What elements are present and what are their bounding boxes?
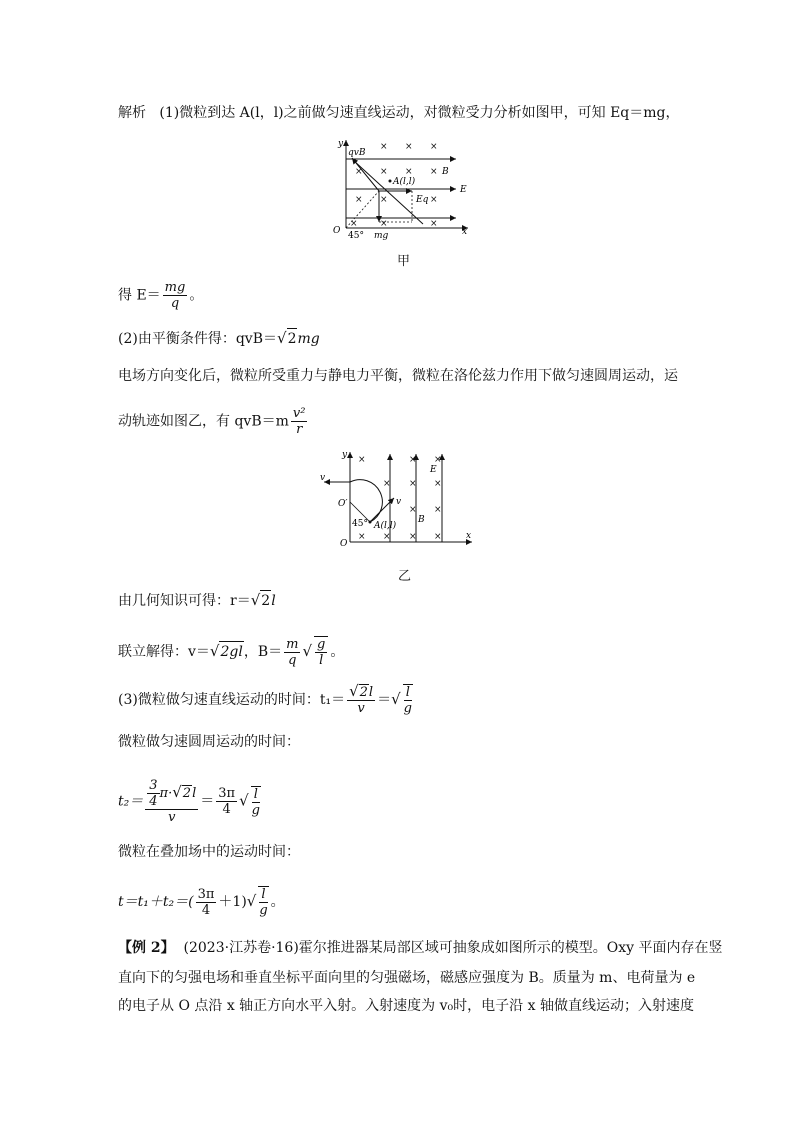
solution-line-1: [118, 103, 680, 123]
figure-yi-caption: 乙: [398, 569, 412, 584]
frac-numerator: mg: [164, 280, 186, 295]
svg-text:×: ×: [405, 167, 413, 177]
sqrt-fraction-l-g: [251, 786, 261, 818]
linear-time-text: (3)微粒做匀速直线运动的时间：t₁＝: [118, 692, 346, 708]
fig2-v-right-label: v: [396, 497, 402, 507]
frac-denominator: q: [288, 652, 297, 668]
fig1-origin-label: O: [333, 226, 341, 236]
fig2-v-left-label: v: [320, 473, 326, 483]
example-2-line-2: [118, 968, 695, 988]
fig1-mg-label: mg: [374, 231, 389, 241]
fraction-mg-q: [163, 280, 188, 311]
frac-numerator: l: [259, 887, 267, 903]
sqrt-fraction-l-g: [403, 684, 413, 716]
sqrt-arg: 2: [260, 590, 271, 611]
svg-text:×: ×: [355, 195, 363, 205]
sqrt-fraction-g-l: [314, 636, 328, 668]
fig1-qvb-label: qvB: [348, 148, 366, 158]
svg-text:×: ×: [383, 479, 391, 489]
e-eq-prefix: 得 E＝: [118, 287, 161, 304]
fraction-3pi-4: [216, 786, 237, 817]
svg-text:×: ×: [434, 455, 442, 465]
fig2-angle-label: 45°: [352, 519, 368, 529]
svg-text:×: ×: [409, 479, 417, 489]
frac-denominator: r: [296, 422, 303, 437]
svg-text:×: ×: [430, 195, 438, 205]
svg-text:×: ×: [358, 532, 366, 542]
figure-yi: [318, 448, 478, 550]
fig1-b-label: B: [442, 167, 449, 177]
fig2-y-label: y: [342, 450, 348, 460]
sqrt-arg: 2: [287, 328, 298, 349]
balance-text: (2)由平衡条件得：qvB＝: [118, 331, 277, 347]
example-text-2: 直向下的匀强电场和垂直坐标平面向里的匀强磁场，磁感应强度为 B。质量为 m、电荷量为 e: [118, 970, 696, 986]
svg-text:×: ×: [409, 532, 417, 542]
frac-denominator: 4: [201, 902, 211, 918]
inner-num: 3: [149, 778, 158, 793]
svg-text:×: ×: [409, 455, 417, 465]
frac-denominator: v: [168, 810, 176, 825]
circular-time-heading: 微粒做匀速圆周运动的时间：: [118, 734, 300, 750]
sqrt-sign: √: [302, 642, 313, 660]
frac-denominator: v: [357, 701, 365, 716]
suffix: l: [271, 593, 276, 609]
sqrt-arg: 2: [182, 786, 192, 801]
fig1-a-label: A(l,l): [393, 177, 416, 187]
sqrt-arg: 2gl: [219, 641, 243, 662]
mid-text: ，B＝: [243, 644, 283, 660]
num-suffix: l: [192, 786, 197, 801]
svg-text:×: ×: [434, 479, 442, 489]
frac-denominator: g: [259, 903, 268, 918]
frac-numerator: 3π: [197, 886, 215, 902]
solve-text: 联立解得：v＝: [118, 644, 210, 660]
solution-line-8: [118, 684, 415, 716]
svg-text:×: ×: [380, 195, 388, 205]
sqrt-sign: √: [277, 329, 287, 347]
fig1-x-label: x: [462, 227, 468, 237]
solution-line-4: [118, 366, 678, 386]
t-lhs: t＝t₁＋t₂＝(: [118, 894, 194, 910]
svg-text:×: ×: [380, 167, 388, 177]
trajectory-text: 动轨迹如图乙，有 qvB＝m: [118, 413, 289, 430]
svg-text:×: ×: [380, 219, 388, 229]
svg-text:×: ×: [430, 142, 438, 152]
fraction-m-q: [284, 637, 300, 668]
svg-text:×: ×: [434, 532, 442, 542]
svg-text:×: ×: [350, 219, 358, 229]
total-time-heading: 微粒在叠加场中的运动时间：: [118, 844, 300, 860]
suffix: mg: [297, 331, 320, 347]
plus-one: ＋1): [218, 894, 247, 910]
solution-line-11: [118, 842, 300, 862]
field-change-text: 电场方向变化后，微粒所受重力与静电力平衡，微粒在洛伦兹力作用下做匀速圆周运动，运: [118, 368, 678, 384]
solution-line-2: [118, 280, 203, 311]
sqrt-sign: √: [246, 892, 257, 910]
example-2-line-1: [118, 938, 723, 958]
sqrt-sign: √: [391, 690, 401, 708]
solution-line-5: [118, 406, 309, 437]
svg-text:×: ×: [430, 219, 438, 229]
fraction-t2: $\frac{3}{4}$ π·√2l v: [145, 778, 198, 825]
frac-denominator: 4: [222, 802, 231, 817]
fig1-y-label: y: [338, 139, 344, 149]
svg-text:×: ×: [405, 142, 413, 152]
suffix: 。: [189, 287, 204, 304]
t2-lhs: t₂＝: [118, 793, 144, 810]
fig2-a-label: A(l,l): [374, 521, 397, 531]
fig1-e-label: E: [460, 185, 467, 195]
fraction-root2l-v: $\frac{√2l}{v}$: [349, 682, 374, 716]
example-label: 【例 2】: [118, 940, 175, 956]
svg-text:×: ×: [358, 455, 366, 465]
frac-numerator: g: [317, 637, 326, 652]
frac-numerator: m: [286, 636, 299, 652]
inner-den: 4: [149, 794, 158, 809]
sqrt-arg: 2: [359, 685, 368, 700]
solution-line-9: [118, 732, 300, 752]
sqrt-sign: √: [239, 791, 249, 810]
fig1-angle-label: 45°: [348, 231, 364, 241]
fig2-e-label: E: [430, 465, 437, 475]
frac-numerator: l: [252, 787, 260, 803]
svg-text:×: ×: [355, 167, 363, 177]
figure-jia: [328, 134, 474, 246]
solution-label: 解析: [118, 105, 146, 121]
fig1-eq-label: Eq: [416, 195, 429, 205]
solution-line-10: [118, 778, 263, 825]
frac-numerator: l: [404, 685, 412, 701]
frac-denominator: q: [170, 296, 180, 311]
svg-text:×: ×: [430, 167, 438, 177]
fig2-x-label: x: [466, 531, 472, 541]
fraction-v2-r: [291, 406, 308, 437]
solution-text-1: (1)微粒到达 A(l，l)之前做匀速直线运动，对微粒受力分析如图甲，可知 Eq＝mg，: [159, 105, 680, 121]
svg-text:×: ×: [383, 532, 391, 542]
frac-denominator: g: [251, 802, 260, 818]
solution-line-3: [118, 328, 320, 349]
equals: ＝: [377, 692, 392, 708]
frac-numerator: 3π: [218, 786, 236, 801]
sqrt-fraction-l-g: [258, 886, 268, 918]
num-suffix: l: [368, 685, 374, 700]
figure-jia-caption: 甲: [397, 254, 411, 269]
frac-denominator: g: [403, 701, 412, 716]
pi-dot: π·: [159, 786, 173, 801]
solution-line-12: [118, 886, 285, 918]
example-2-line-3: [118, 996, 694, 1016]
equals: ＝: [200, 793, 215, 810]
svg-text:×: ×: [380, 142, 388, 152]
example-text-3: 的电子从 O 点沿 x 轴正方向水平入射。入射速度为 v₀时，电子沿 x 轴做直线运动；入射速度: [118, 998, 694, 1014]
fig2-origin-label: O: [340, 539, 348, 549]
suffix: 。: [270, 894, 285, 910]
fraction-3pi-4: [196, 887, 217, 918]
solution-line-7: [118, 636, 344, 668]
fig2-oprime-label: O′: [338, 499, 348, 509]
solution-line-6: [118, 590, 276, 611]
frac-numerator: v²: [292, 406, 306, 421]
fig2-b-label: B: [418, 515, 425, 525]
suffix: 。: [330, 644, 345, 660]
sqrt-sign: √: [250, 591, 261, 609]
example-text-1: (2023·江苏卷·16)霍尔推进器某局部区域可抽象成如图所示的模型。Oxy 平面内存在竖: [183, 940, 723, 956]
sqrt-sign: √: [209, 642, 220, 660]
frac-denominator: l: [319, 653, 324, 668]
geometry-text: 由几何知识可得：r＝: [118, 593, 251, 609]
svg-text:×: ×: [434, 505, 442, 515]
svg-text:×: ×: [409, 505, 417, 515]
